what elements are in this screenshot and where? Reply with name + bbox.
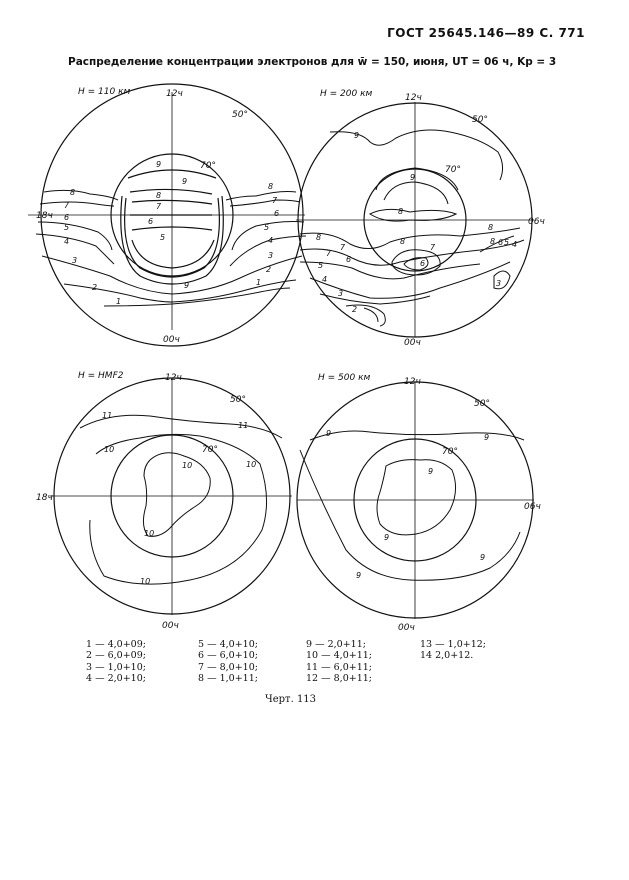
- p1-contour-label: 9: [182, 177, 188, 186]
- p1-contour-label: 8: [268, 182, 274, 191]
- panel2-time-top: 12ч: [405, 93, 422, 103]
- panel2-time-bottom: 00ч: [404, 338, 421, 348]
- panel4-time-bottom: 00ч: [398, 623, 415, 633]
- p4-contour-label: 9: [356, 571, 362, 580]
- p4-contour-label: 9: [326, 429, 332, 438]
- legend-column-2: [198, 639, 258, 684]
- panel4-time-right: 06ч: [524, 502, 541, 512]
- panel1-time-left: 18ч: [36, 211, 53, 221]
- p2-contour-label: 5: [318, 261, 324, 270]
- panel-500km: [297, 382, 534, 619]
- legend-column-4: [420, 639, 486, 662]
- p1-contour-label: 6: [274, 209, 280, 218]
- legend-column-3: [306, 639, 372, 684]
- legend-item: 3 — 1,0+10;: [86, 661, 146, 673]
- panel3-lat-70: 70°: [202, 445, 218, 455]
- p1-contour-label: 2: [92, 283, 98, 292]
- panel1-time-bottom: 00ч: [163, 335, 180, 345]
- panel-110km: [28, 84, 306, 346]
- legend-item: 12 — 8,0+11;: [306, 672, 372, 684]
- p2-contour-label: 7: [326, 249, 332, 258]
- p3-contour-label: 10: [140, 577, 151, 586]
- p1-contour-label: 8: [70, 188, 76, 197]
- p2-contour-label: 8: [316, 233, 322, 242]
- legend-item: 13 — 1,0+12;: [420, 639, 486, 650]
- legend-item: 10 — 4,0+11;: [306, 650, 372, 662]
- legend-column-1: [86, 639, 146, 684]
- p2-contour-label: 8: [490, 237, 496, 246]
- legend-item: 5 — 4,0+10;: [198, 639, 258, 650]
- legend-item: 6 — 6,0+10;: [198, 650, 258, 662]
- p2-contour-label: 8: [400, 237, 406, 246]
- panel4-lat-50: 50°: [474, 399, 490, 409]
- p1-contour-label: 7: [64, 201, 70, 210]
- legend-item: 11 — 6,0+11;: [306, 661, 372, 673]
- panel4-lat-70: 70°: [442, 447, 458, 457]
- panel1-lat-50: 50°: [232, 110, 248, 120]
- p1-contour-label: 4: [64, 237, 70, 246]
- p2-contour-label: 2: [352, 305, 358, 314]
- p3-contour-label: 10: [144, 529, 155, 538]
- legend-item: 9 — 2,0+11;: [306, 639, 366, 650]
- panel4-altitude-label: H = 500 км: [318, 373, 371, 383]
- legend-item: 2 — 6,0+09;: [86, 650, 146, 662]
- p4-contour-label: 9: [428, 467, 434, 476]
- p1-contour-label: 9: [184, 281, 190, 290]
- legend-item: 14 2,0+12.: [420, 650, 474, 662]
- p2-contour-label: 4: [512, 240, 518, 249]
- p2-contour-label: 8: [398, 207, 404, 216]
- p1-contour-label: 4: [268, 236, 274, 245]
- p2-contour-label: 3: [496, 279, 502, 288]
- panel2-lat-50: 50°: [472, 115, 488, 125]
- p2-contour-label: 6: [420, 259, 426, 268]
- panel1-altitude-label: H = 110 км: [78, 87, 131, 97]
- legend-item: 4 — 2,0+10;: [86, 672, 146, 684]
- panel1-time-top: 12ч: [166, 89, 183, 99]
- legend-item: 1 — 4,0+09;: [86, 639, 146, 650]
- p2-contour-label: 9: [410, 173, 416, 182]
- p2-contour-label: 6: [346, 255, 352, 264]
- p1-contour-label: 1: [116, 297, 122, 306]
- figure-caption: Черт. 113: [265, 694, 317, 705]
- panel-200km: [296, 102, 534, 337]
- p1-contour-label: 6: [64, 213, 70, 222]
- p1-contour-label: 5: [64, 223, 70, 232]
- p2-contour-label: 3: [338, 289, 344, 298]
- p3-contour-label: 11: [238, 421, 249, 430]
- p3-contour-label: 10: [246, 460, 257, 469]
- p1-contour-label: 5: [160, 233, 166, 242]
- standard-reference: ГОСТ 25645.146—89 С. 771: [387, 26, 585, 40]
- p4-contour-label: 9: [484, 433, 490, 442]
- p2-contour-label: 7: [340, 243, 346, 252]
- p2-contour-label: 9: [354, 131, 360, 140]
- p3-contour-label: 10: [182, 461, 193, 470]
- legend-item: 7 — 8,0+10;: [198, 661, 258, 673]
- panel3-time-top: 12ч: [165, 373, 182, 383]
- panel1-lat-70: 70°: [200, 161, 216, 171]
- figure-title: Распределение концентрации электронов для w̄ = 150, июня, UT = 06 ч, Kp = 3: [68, 56, 557, 68]
- p2-contour-label: 4: [322, 275, 328, 284]
- p2-contour-label: 5: [504, 238, 510, 247]
- p1-contour-label: 7: [272, 196, 278, 205]
- p1-contour-label: 5: [264, 223, 270, 232]
- panel2-time-right: 06ч: [528, 217, 545, 227]
- p1-contour-label: 6: [148, 217, 154, 226]
- panel2-altitude-label: H = 200 км: [320, 89, 373, 99]
- panel3-time-bottom: 00ч: [162, 621, 179, 631]
- p1-contour-label: 3: [72, 256, 78, 265]
- panel-hmf2: [50, 378, 292, 615]
- p4-contour-label: 9: [384, 533, 390, 542]
- panel4-time-top: 12ч: [404, 377, 421, 387]
- panel2-lat-70: 70°: [445, 165, 461, 175]
- p1-contour-label: 1: [256, 278, 262, 287]
- p1-contour-label: 2: [266, 265, 272, 274]
- p2-contour-label: 7: [430, 243, 436, 252]
- p1-contour-label: 7: [156, 202, 162, 211]
- panel3-lat-50: 50°: [230, 395, 246, 405]
- legend-item: 8 — 1,0+11;: [198, 672, 258, 684]
- p4-contour-label: 9: [480, 553, 486, 562]
- p1-contour-label: 8: [156, 191, 162, 200]
- p1-contour-label: 3: [268, 251, 274, 260]
- p1-contour-label: 9: [156, 160, 162, 169]
- p3-contour-label: 10: [104, 445, 115, 454]
- panel3-time-left: 18ч: [36, 493, 53, 503]
- p2-contour-label: 8: [488, 223, 494, 232]
- contour-labels: [64, 131, 517, 586]
- p3-contour-label: 11: [102, 411, 113, 420]
- panel3-altitude-label: H = HMF2: [78, 371, 124, 381]
- p2-contour-label: 6: [498, 238, 504, 247]
